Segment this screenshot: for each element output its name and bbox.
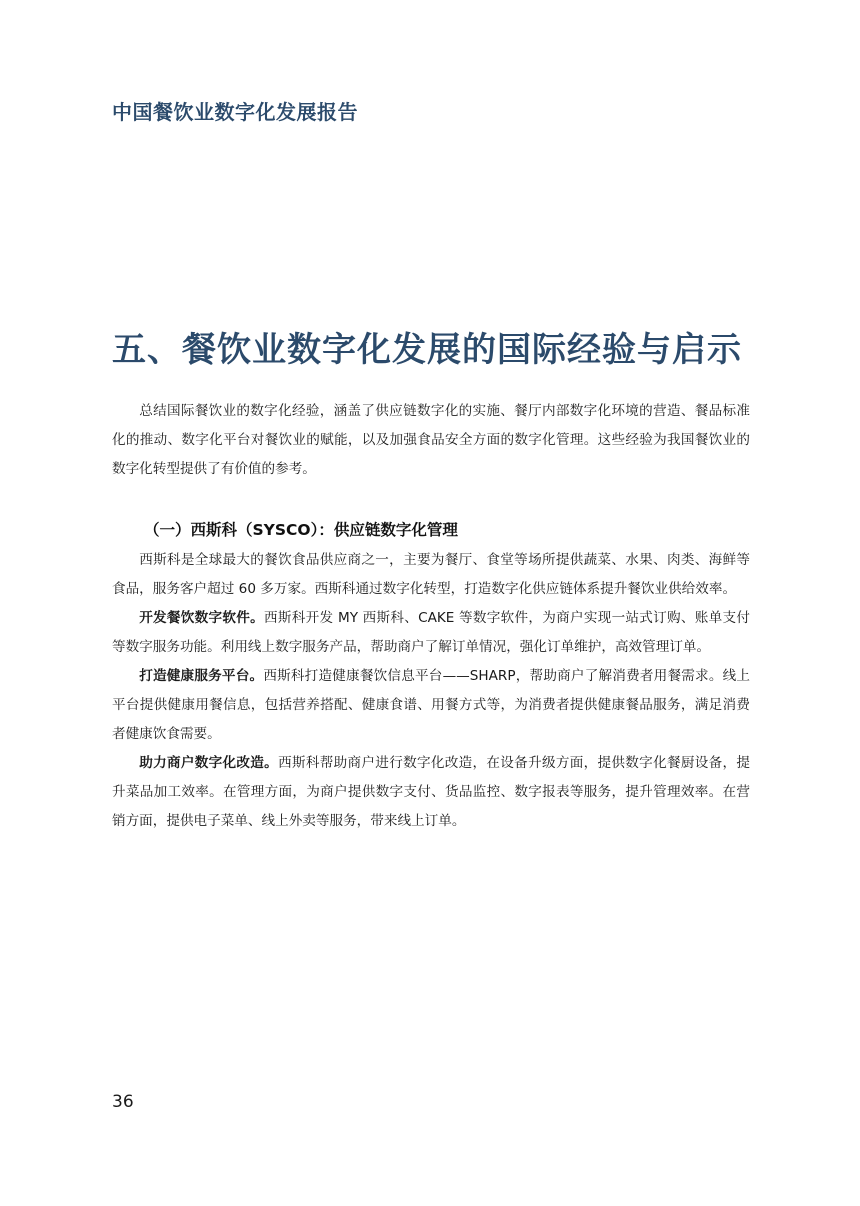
chapter-title: 五、餐饮业数字化发展的国际经验与启示 [112, 330, 742, 370]
paragraph-merchant-upgrade [112, 749, 750, 836]
paragraph-lead: 开发餐饮数字软件。 [139, 610, 265, 626]
paragraph-software [112, 604, 750, 662]
running-header: 中国餐饮业数字化发展报告 [112, 100, 358, 124]
paragraph-overview [112, 546, 750, 604]
paragraph-text: 西斯科开发 MY 西斯科、CAKE 等数字软件，为商户实现一站式订购、账单支付等数字服务功能。利用线上数字服务产品，帮助商户了解订单情况，强化订单维护，高效管理订单。 [112, 610, 750, 655]
page-number: 36 [112, 1092, 134, 1112]
paragraph-health-platform [112, 662, 750, 749]
intro-section [112, 397, 750, 484]
paragraph-text: 西斯科是全球最大的餐饮食品供应商之一，主要为餐厅、食堂等场所提供蔬菜、水果、肉类、海鲜等食品，服务客户超过 60 多万家。西斯科通过数字化转型，打造数字化供应链体系提升餐饮业供给效率。 [112, 552, 750, 597]
paragraph-text: 西斯科帮助商户进行数字化改造，在设备升级方面，提供数字化餐厨设备，提升菜品加工效率。在管理方面，为商户提供数字支付、货品监控、数字报表等服务，提升管理效率。在营销方面，提供电子菜单、线上外卖等服务，带来线上订单。 [112, 755, 751, 829]
paragraph-lead: 打造健康服务平台。 [139, 668, 264, 684]
paragraph-lead: 助力商户数字化改造。 [139, 755, 279, 771]
paragraph-text: 西斯科打造健康餐饮信息平台——SHARP，帮助商户了解消费者用餐需求。线上平台提供健康用餐信息，包括营养搭配、健康食谱、用餐方式等，为消费者提供健康餐品服务，满足消费者健康饮食需要。 [112, 668, 751, 742]
intro-paragraph: 总结国际餐饮业的数字化经验，涵盖了供应链数字化的实施、餐厅内部数字化环境的营造、餐品标准化的推动、数字化平台对餐饮业的赋能，以及加强食品安全方面的数字化管理。这些经验为我国餐饮业的数字化转型提供了有价值的参考。 [112, 403, 750, 477]
section-heading: （一）西斯科（SYSCO）：供应链数字化管理 [144, 521, 458, 539]
section-sysco [112, 514, 750, 836]
